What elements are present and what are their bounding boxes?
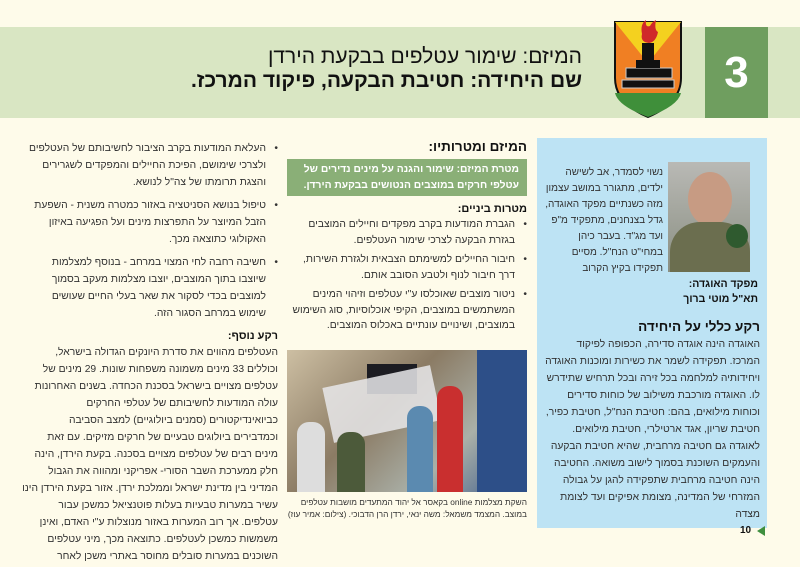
page-title <box>182 45 582 93</box>
page-number: 10 <box>740 525 752 536</box>
project-goal: מטרת המיזם: שימור והגנה על מינים נדירים של עטלפי חרקים במוצבים הנטושים בבקעת הירדן. <box>287 159 527 196</box>
sub-goals-list <box>287 217 527 334</box>
list-item: • טיפול בנושא הסניטציה באזור כמטרה משנית - השפעת הזבל המיוצר על התפרצות מינים ועל הפגיעה באיזון האקולוגי כתוצאה מכך. <box>22 197 278 248</box>
background-heading: רקע כללי על היחידה <box>638 319 760 334</box>
commander-role: מפקד האוגדה: <box>688 278 758 290</box>
list-item: • הגברת המודעות בקרב מפקדים וחיילים המוצבים בגזרת הבקעה לצרכי שימור העטלפים. <box>287 217 527 248</box>
photo-caption: השקת מצלמות online בקאסר אל יהוד המתעדים מושבות עטלפים במוצב. המצמד משמאל: משה ינאי, ירדן הרן הדבוכי. (צילום: אמיר עוז) <box>287 497 527 519</box>
unit-emblem-icon <box>612 18 684 118</box>
additional-background-text: העטלפים מהווים את סדרת היונקים הגדולה בישראל, וכוללים 33 מינים משמונה משפחות שונות. 29 מינים של עטלפים מצויים בישראל בסכנת הכחדה. בשנים האחרונות עולה המודעות לחשיבותם של עטלפי החרקים כביואינדיקטורים (סמנים ביולוגיים) למצב הסביבה וכמדבירים ביולוגים טבעיים של חרקים מזיקים. עם זאת מינים רבים של עטלפים מצויים בסכנה. בקעת הירדן, הינה חלק ממערכת השבר הסורי- אפריקני ומהווה את הגבול המדיני בין מדינת ישראל וממלכת ירדן. אזור בקעת הירדן הינו עשיר במערות טבעיות בעלות פוטנציאל כמשכן עבור עטלפים. אך רוב המערות באזור מנוצלות ע"י האדם, ואינן משמשות כמשכן לעטלפים. כתוצאה מכך, מיני עטלפים השוכנים במערות סובלים מחוסר באתרי משכן לאחר <box>22 347 278 562</box>
additional-background-heading: רקע נוסף: <box>227 330 278 342</box>
commander-photo <box>668 162 750 272</box>
commander-name: תא"ל מוטי ברוך <box>683 293 758 305</box>
launch-photo <box>287 350 527 492</box>
list-item: • חיבור החיילים למשימתם הצבאית ולגזרת השירות, דרך חיבור לנוף ולטבע הסובב אותם. <box>287 252 527 283</box>
commander-bio: נשוי לסמדר, אב לשישה ילדים, מתגורר במושב עצמון מזה כשנתיים מפקד האוגדה, גדל בצנחנים, מתפקיד מ"פ ועד מג"ד. בעבר כיהן במחי"ט הנח"ל. מסיים תפקידו בקיץ הקרוב <box>545 167 663 274</box>
background-text: האוגדה הינה אוגדה סדירה, הכפופה לפיקוד המרכז. תפקידה לשמר את כשירות ומוכנות האוגדה ויחידותיה למלחמה בכל זירה ובכל תרחיש שתידרש לו. האוגדה מורכבת משילוב של כוחות סדירים וכוחות מילואים, בהם: חטיבת הנח"ל, חטיבת כפיר, חטיבת שריון, אגד ארטילרי, חטיבת מילואים. לאוגדה גם חטיבה מרחבית, שהיא חטיבת הבקעה והעמקים השוכנת בסמוך לישוב משואה. החטיבה הינה חטיבה מרחבית שתפקידה להגן על גבולה המזרחי של המדינה, מצומת אפיקים ועד לצומת מצדה <box>545 339 760 520</box>
project-heading: המיזם ומטרותיו: <box>428 139 527 154</box>
unit-name: שם היחידה: חטיבת הבקעה, פיקוד המרכז. <box>190 69 582 92</box>
commander-caption <box>668 277 758 307</box>
left-column <box>22 140 278 565</box>
project-title: המיזם: שימור עטלפים בבקעת הירדן <box>267 45 582 68</box>
project-section <box>287 138 527 338</box>
sub-goals-heading: מטרות ביניים: <box>457 203 527 215</box>
list-item: • חשיבה רחבה לחי המצוי במרחב - בנוסף למצלמות שיוצבו בתוך המוצבים, יוצבו מצלמות מעקב בסמוך למוצבים בכדי לסקור את שאר בעלי החיים שעושים שימוש במרחב הסגור הזה. <box>22 254 278 322</box>
list-item: • העלאת המודעות בקרב הציבור לחשיבותם של העטלפים ולצרכי שימושם, הפיכת החיילים והמפקדים לשגרירים והצגת תרומתו של צה"ל לנושא. <box>22 140 278 191</box>
list-item: • ניטור מוצבים שאוכלסו ע"י עטלפים וזיהוי המינים המשתמשים במוצבים, הקיפי אוכלוסיות, סוג השימוש במוצבים, ושינויים עונתיים באכלוס המוצבים. <box>287 287 527 334</box>
chapter-number: 3 <box>705 27 768 118</box>
arrow-left-icon <box>757 526 765 536</box>
goals-list-continued <box>22 140 278 322</box>
unit-background <box>545 318 760 523</box>
